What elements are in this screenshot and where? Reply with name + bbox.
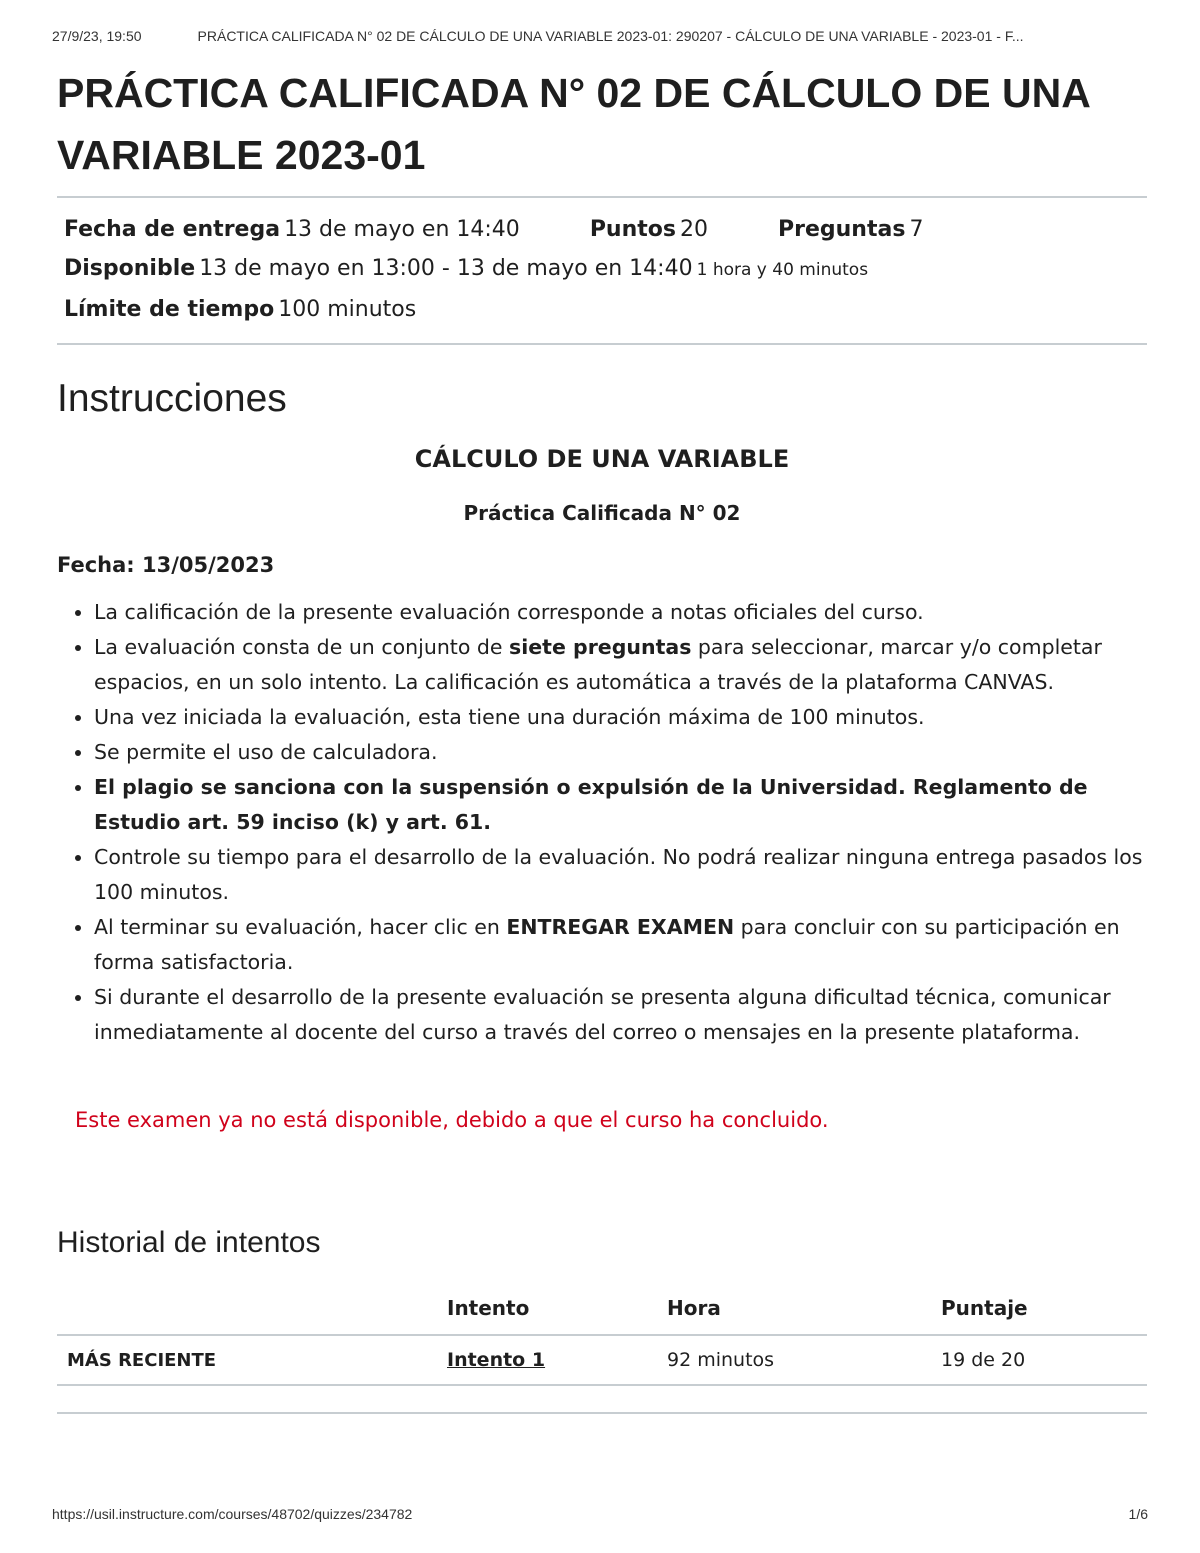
print-url: https://usil.instructure.com/courses/48702/quizzes/234782 (52, 1506, 413, 1522)
instructions-heading: Instrucciones (57, 377, 287, 420)
available-label: Disponible (64, 256, 196, 281)
unavailable-notice: Este examen ya no está disponible, debido a que el curso ha concluido. (75, 1108, 829, 1132)
table-header-row (57, 1282, 1147, 1335)
available-duration: 1 hora y 40 minutos (696, 260, 869, 280)
time-limit-label: Límite de tiempo (64, 297, 275, 322)
print-datetime: 27/9/23, 19:50 (52, 28, 142, 44)
column-header: Hora (667, 1282, 941, 1335)
history-heading: Historial de intentos (57, 1226, 321, 1259)
questions-value: 7 (909, 217, 924, 242)
details-row-2 (64, 249, 1147, 290)
column-header (57, 1282, 447, 1335)
attempt-history-table (57, 1282, 1147, 1386)
quiz-content (57, 62, 1147, 1414)
list-item: • Se permite el uso de calculadora. (94, 735, 1147, 770)
questions-label: Preguntas (778, 217, 906, 242)
divider (57, 1412, 1147, 1414)
quiz-subtitle: Práctica Calificada N° 02 (463, 501, 741, 525)
list-item: • Una vez iniciada la evaluación, esta tiene una duración máxima de 100 minutos. (94, 700, 1147, 735)
list-item: • Al terminar su evaluación, hacer clic en ENTREGAR EXAMEN para concluir con su participación en forma satisfactoria. (94, 910, 1147, 980)
table-row (57, 1335, 1147, 1385)
page-title: PRÁCTICA CALIFICADA N° 02 DE CÁLCULO DE UNA VARIABLE 2023-01 (57, 70, 1090, 178)
list-item: • Controle su tiempo para el desarrollo de la evaluación. No podrá realizar ninguna entrega pasados los 100 minutos. (94, 840, 1147, 910)
divider (57, 343, 1147, 345)
due-label: Fecha de entrega (64, 217, 281, 242)
instructions-list (57, 595, 1147, 1050)
print-page-title: PRÁCTICA CALIFICADA N° 02 DE CÁLCULO DE UNA VARIABLE 2023-01: 290207 - CÁLCULO DE UNA VARIABLE - 2023-01 - F... (197, 28, 1024, 44)
available-value: 13 de mayo en 13:00 - 13 de mayo en 14:40 (199, 256, 693, 281)
list-item: • El plagio se sanciona con la suspensión o expulsión de la Universidad. Reglamento de Estudio art. 59 inciso (k) y art. 61. (94, 770, 1147, 840)
list-item: • La evaluación consta de un conjunto de siete preguntas para seleccionar, marcar y/o completar espacios, en un solo intento. La calificación es automática a través de la plataforma CANVAS. (94, 630, 1147, 700)
due-value: 13 de mayo en 14:40 (284, 217, 520, 242)
time-limit-value: 100 minutos (278, 297, 417, 322)
list-item: • La calificación de la presente evaluación corresponde a notas oficiales del curso. (94, 595, 1147, 630)
attempt-link[interactable]: Intento 1 (447, 1349, 546, 1371)
points-label: Puntos (589, 217, 676, 242)
attempt-time: 92 minutos (667, 1335, 941, 1385)
print-footer (52, 1506, 1148, 1522)
list-item: • Si durante el desarrollo de la presente evaluación se presenta alguna dificultad técnica, comunicar inmediatamente al docente del curso a través del correo o mensajes en la presente plataforma. (94, 980, 1147, 1050)
print-page-number: 1/6 (1128, 1506, 1148, 1522)
attempt-label: MÁS RECIENTE (57, 1335, 447, 1385)
details-row-1 (64, 210, 1147, 249)
quiz-details (57, 198, 1147, 343)
column-header: Intento (447, 1282, 667, 1335)
print-header (52, 28, 1148, 44)
column-header: Puntaje (941, 1282, 1147, 1335)
details-row-3 (64, 290, 1147, 329)
course-title: CÁLCULO DE UNA VARIABLE (414, 445, 790, 473)
points-value: 20 (680, 217, 708, 242)
attempt-score: 19 de 20 (941, 1335, 1147, 1385)
quiz-date: Fecha: 13/05/2023 (57, 553, 275, 577)
